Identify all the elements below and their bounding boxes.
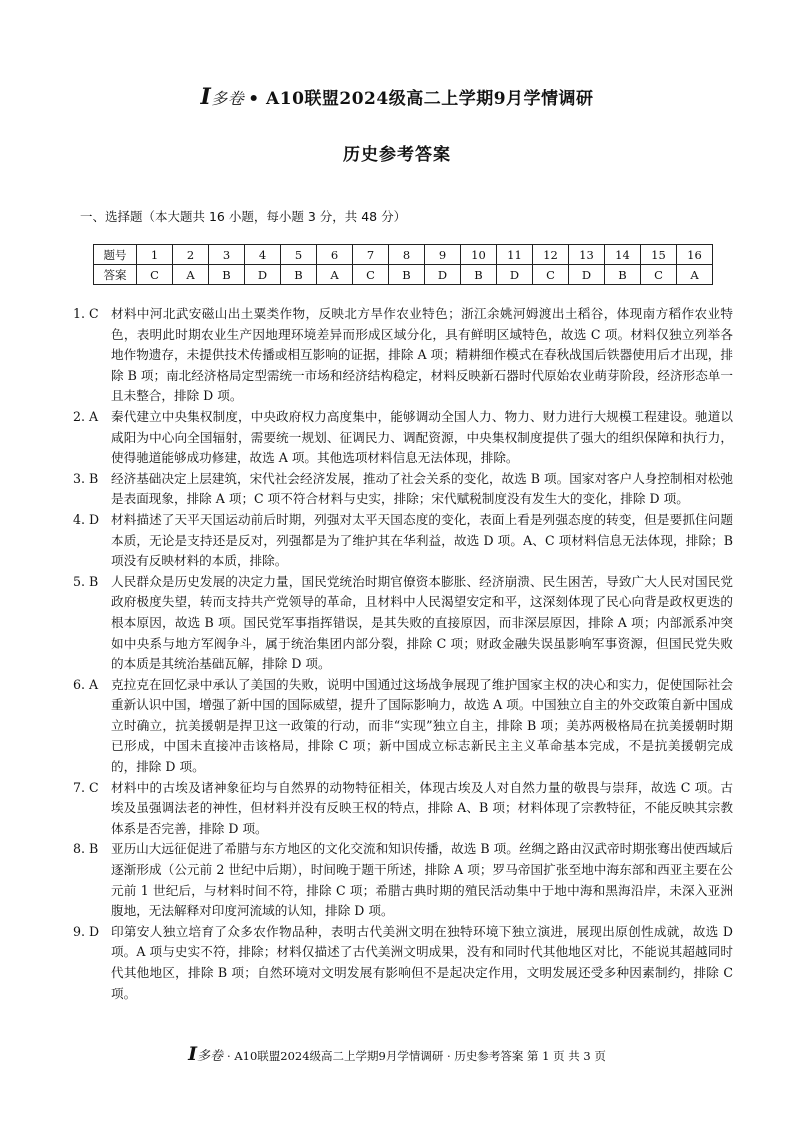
question-number-cell: 12 [533, 245, 569, 265]
row-label-number: 题号 [94, 245, 137, 265]
question-number-cell: 15 [641, 245, 677, 265]
question-number-cell: 9 [425, 245, 461, 265]
answer-cell: D [569, 265, 605, 285]
footer-logo-mark: I [188, 1043, 197, 1065]
answer-cell: C [533, 265, 569, 285]
answer-cell: A [173, 265, 209, 285]
answer-item [73, 922, 733, 1004]
item-explanation: 材料描述了天平天国运动前后时期，列强对太平天国态度的变化，表面上看是列强态度的转变，但是要抓住问题本质，无论是支持还是反对，列强都是为了维护其在华利益，故选 D 项。A、C 项材料信息无法体现，排除；B 项没有反映材料的本质，排除。 [111, 511, 733, 569]
item-number: 3. B [73, 470, 99, 486]
footer-logo-text: 多卷 [197, 1049, 224, 1064]
item-explanation: 材料中河北武安磁山出土粟类作物，反映北方旱作农业特色；浙江余姚河姆渡出土稻谷，体现南方稻作农业特色，表明此时期农业生产因地理环境差异而形成区域分化，具有鲜明区域特色，故选 C 项。材料仅独立列举各地作物遗存，未提供技术传播或相互影响的证据，排除 A 项；精耕细作模式在春秋战国后铁器使用后才出现，排除 B 项；南北经济格局定型需统一市场和经济结构稳定，材料反映新石器时代原始农业萌芽阶段，经济形态单一且未整合，排除 D 项。 [111, 306, 733, 404]
answer-cell: B [209, 265, 245, 285]
footer-text: · A10联盟2024级高二上学期9月学情调研 · 历史参考答案 第 1 页 共 3 页 [227, 1049, 606, 1063]
answer-cell: A [677, 265, 713, 285]
answer-item [73, 510, 733, 572]
question-number-cell: 10 [461, 245, 497, 265]
question-number-cell: 13 [569, 245, 605, 265]
item-number: 5. B [73, 573, 99, 589]
answer-cell: D [425, 265, 461, 285]
item-explanation: 经济基础决定上层建筑，宋代社会经济发展，推动了社会关系的变化，故选 B 项。国家对客户人身控制相对松弛是表面现象，排除 A 项；C 项不符合材料与史实，排除；宋代赋税制度没有发生大的变化，排除 D 项。 [111, 470, 733, 507]
title-text: • A10联盟2024级高二上学期9月学情调研 [248, 89, 594, 109]
item-explanation: 材料中的古埃及诸神象征均与自然界的动物特征相关，体现古埃及人对自然力量的敬畏与崇拜，故选 C 项。古埃及虽强调法老的神性，但材料并没有反映王权的特点，排除 A、B 项；材料体现了宗教特征，不能反映其宗教体系是否完善，排除 D 项。 [111, 779, 733, 836]
item-explanation: 人民群众是历史发展的决定力量，国民党统治时期官僚资本膨胀、经济崩溃、民生困苦，导致广大人民对国民党政府极度失望，转而支持共产党领导的革命，且材料中人民渴望安定和平，这深刻体现了民心向背是政权更迭的根本原因，故选 B 项。国民党军事指挥错误，是其失败的直接原因，而非深层原因，排除 A 项；内部派系冲突如中央系与地方军阀争斗，属于统治集团内部分裂，排除 C 项；财政金融失误虽影响军事资源，但国民党失败的本质是其统治基础瓦解，排除 D 项。 [111, 573, 733, 672]
answer-cell: D [497, 265, 533, 285]
section-heading: 一、选择题（本大题共 16 小题，每小题 3 分，共 48 分） [80, 209, 407, 224]
row-label-answer: 答案 [94, 265, 137, 285]
answer-item [73, 778, 733, 840]
item-explanation: 印第安人独立培育了众多农作物品种，表明古代美洲文明在独特环境下独立演进，展现出原创性成就，故选 D 项。A 项与史实不符，排除；材料仅描述了古代美洲文明成果，没有和同时代其他地区对比，不能说其超越同时代其他地区，排除 B 项；自然环境对文明发展有影响但不是起决定作用，文明发展还受多种因素制约，排除 C 项。 [111, 923, 733, 1001]
question-number-cell: 11 [497, 245, 533, 265]
answer-cell: B [389, 265, 425, 285]
question-number-cell: 7 [353, 245, 389, 265]
question-number-cell: 2 [173, 245, 209, 265]
answer-cell: D [245, 265, 281, 285]
document-title [0, 84, 794, 110]
answer-cell: C [353, 265, 389, 285]
answer-item [73, 407, 733, 469]
question-number-cell: 5 [281, 245, 317, 265]
item-number: 6. A [73, 676, 99, 692]
answer-cell: A [317, 265, 353, 285]
item-number: 1. C [73, 306, 99, 321]
question-number-cell: 1 [137, 245, 173, 265]
item-number: 7. C [73, 779, 99, 795]
item-number: 2. A [73, 408, 99, 424]
page-footer [0, 1043, 794, 1065]
item-number: 8. B [73, 841, 99, 857]
question-number-row [94, 245, 713, 265]
answer-cell: B [605, 265, 641, 285]
item-explanation: 秦代建立中央集权制度，中央政府权力高度集中，能够调动全国人力、物力、财力进行大规模工程建设。驰道以咸阳为中心向全国辐射，需要统一规划、征调民力、调配资源，中央集权制度提供了强大的组织保障和执行力，使得驰道能够成功修建，故选 A 项。其他选项材料信息无法体现，排除。 [111, 408, 733, 466]
answer-row [94, 265, 713, 285]
question-number-cell: 14 [605, 245, 641, 265]
brand-logo-mark: I [200, 84, 212, 110]
answer-cell: B [461, 265, 497, 285]
answer-cell: C [641, 265, 677, 285]
item-explanation: 克拉克在回忆录中承认了美国的失败，说明中国通过这场战争展现了维护国家主权的决心和实力，促使国际社会重新认识中国，增强了新中国的国际威望，提升了国际影响力，故选 A 项。中国独立自主的外交政策自新中国成立时确立，抗美援朝是捍卫这一政策的行动，而非“实现”独立自主，排除 B 项；美苏两极格局在抗美援朝时期已形成，中国未直接冲击该格局，排除 C 项；新中国成立标志新民主主义革命基本完成，不是抗美援朝完成的，排除 D 项。 [111, 676, 733, 775]
document-subtitle: 历史参考答案 [343, 145, 451, 165]
answer-cell: C [137, 265, 173, 285]
brand-logo-text: 多卷 [211, 89, 245, 108]
answer-item [73, 572, 733, 675]
question-number-cell: 8 [389, 245, 425, 265]
item-number: 9. D [73, 923, 100, 939]
answer-item [73, 469, 733, 510]
answer-explanations [73, 304, 733, 1004]
item-explanation: 亚历山大远征促进了希腊与东方地区的文化交流和知识传播，故选 B 项。丝绸之路由汉武帝时期张骞出使西域后逐渐形成（公元前 2 世纪中后期），时间晚于题干所述，排除 A 项；罗马帝国扩张至地中海东部和西亚主要在公元前 1 世纪后，与材料时间不符，排除 C 项；希腊古典时期的殖民活动集中于地中海和黑海沿岸，未深入亚洲腹地，无法解释对印度河流域的认知，排除 D 项。 [111, 841, 733, 919]
question-number-cell: 4 [245, 245, 281, 265]
answer-item [73, 839, 733, 921]
item-number: 4. D [73, 511, 100, 527]
question-number-cell: 6 [317, 245, 353, 265]
answer-item [73, 675, 733, 778]
answer-table [93, 244, 713, 285]
answer-item [73, 304, 733, 407]
answer-cell: B [281, 265, 317, 285]
question-number-cell: 3 [209, 245, 245, 265]
question-number-cell: 16 [677, 245, 713, 265]
